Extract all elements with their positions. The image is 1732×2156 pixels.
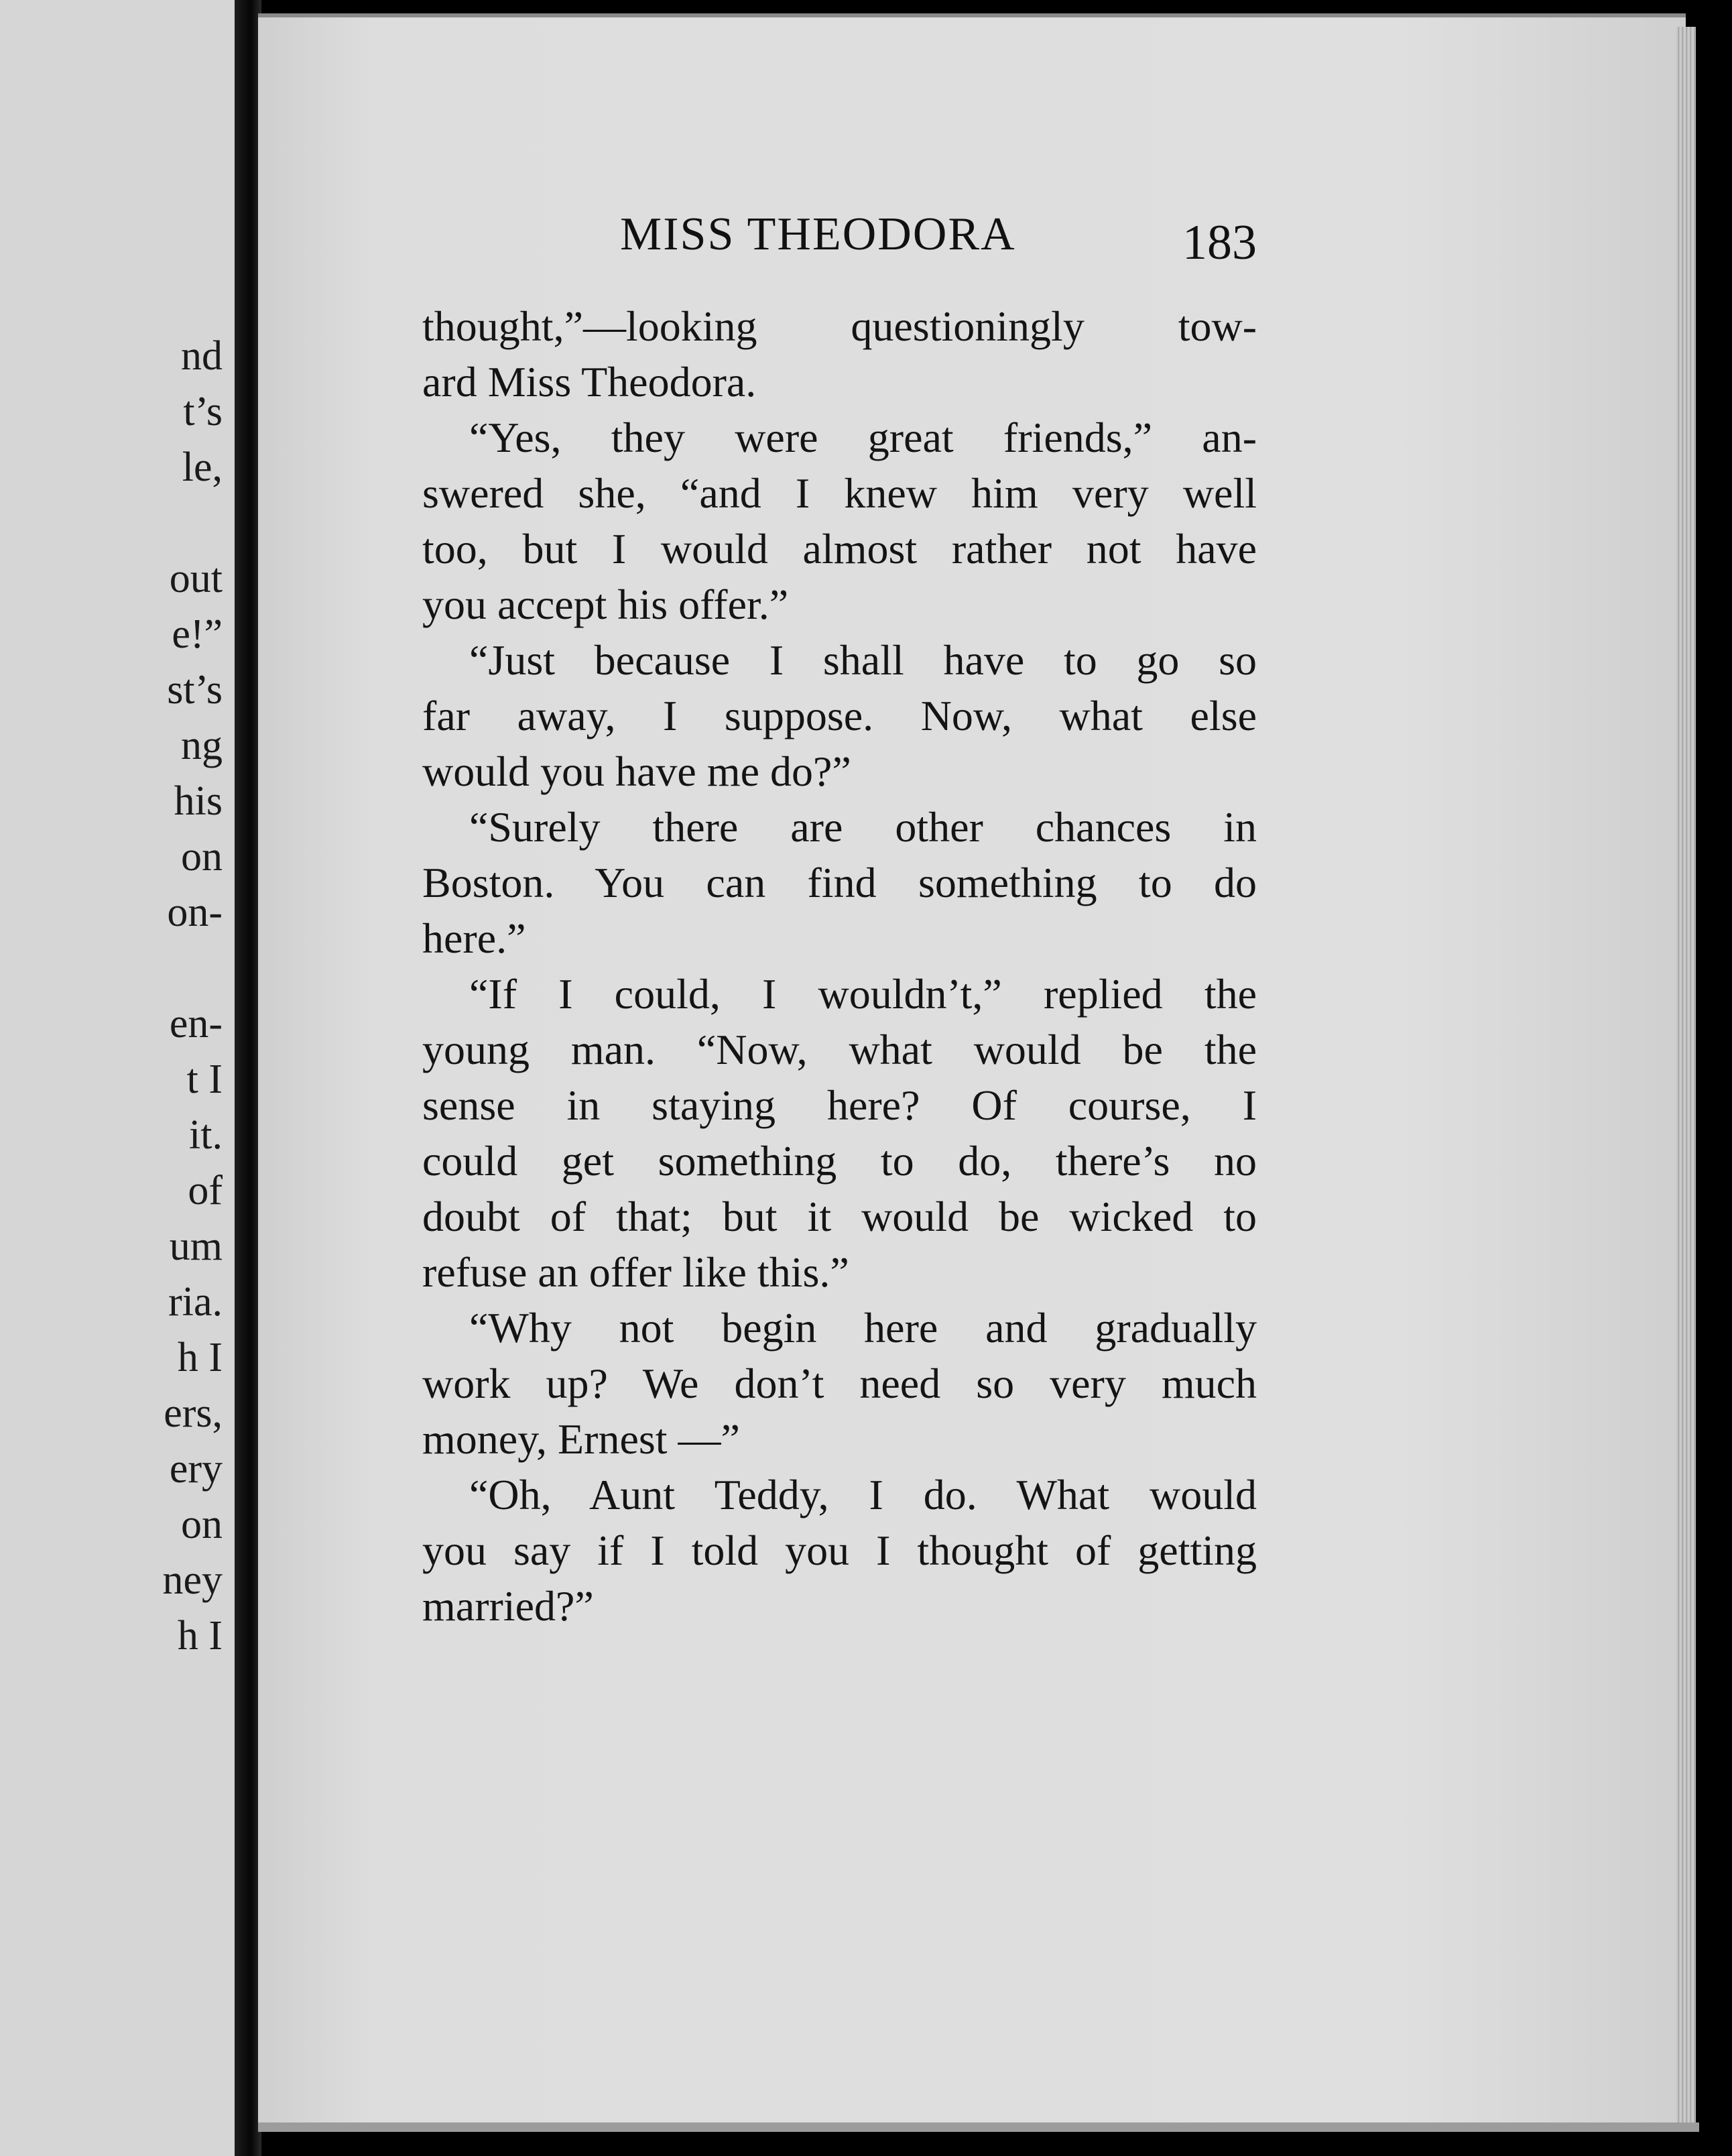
text-line: thought,”—looking questioningly tow-	[422, 302, 1257, 350]
text-line: “Just because I shall have to go so	[469, 636, 1257, 684]
text-line: ard Miss Theodora.	[422, 358, 757, 406]
left-page-fragment: ney	[162, 1557, 223, 1603]
left-page-fragment: of	[188, 1168, 223, 1213]
left-page-fragment: h I	[177, 1335, 223, 1380]
text-line: swered she, “and I knew him very well	[422, 469, 1257, 517]
text-line: “If I could, I wouldn’t,” replied the	[469, 970, 1257, 1018]
left-page-fragment: out	[169, 556, 223, 601]
left-page-fragment: ng	[181, 723, 223, 768]
left-page-fragment: on	[181, 1502, 223, 1547]
text-line: “Surely there are other chances in	[469, 803, 1257, 851]
text-line: “Why not begin here and gradually	[469, 1304, 1257, 1352]
text-line: you say if I told you I thought of getting	[422, 1526, 1257, 1574]
text-line: “Yes, they were great friends,” an-	[469, 414, 1257, 461]
text-line: too, but I would almost rather not have	[422, 525, 1257, 573]
text-line: here.”	[422, 914, 526, 962]
book-gutter	[235, 0, 261, 2156]
left-page	[0, 0, 235, 2156]
left-page-fragment: nd	[181, 333, 223, 379]
running-title: MISS THEODORA	[620, 208, 1016, 260]
text-line: “Oh, Aunt Teddy, I do. What would	[469, 1471, 1257, 1518]
text-line: sense in staying here? Of course, I	[422, 1081, 1257, 1129]
body-text	[422, 298, 1257, 1634]
text-line: you accept his offer.”	[422, 581, 789, 628]
left-page-fragment: it.	[189, 1112, 223, 1158]
left-page-fragment: his	[174, 778, 223, 824]
left-page-text-fragments	[0, 0, 235, 2156]
left-page-fragment: en-	[169, 1001, 223, 1046]
text-line: far away, I suppose. Now, what else	[422, 692, 1257, 739]
text-line: Boston. You can find something to do	[422, 859, 1257, 906]
page-edges	[1676, 27, 1696, 2125]
left-page-fragment: on	[181, 834, 223, 880]
text-line: married?”	[422, 1582, 594, 1630]
left-page-fragment: st’s	[167, 667, 223, 713]
page-bottom-edge	[258, 2122, 1699, 2132]
left-page-fragment: e!”	[172, 611, 223, 657]
text-line: work up? We don’t need so very much	[422, 1360, 1257, 1407]
text-line: doubt of that; but it would be wicked to	[422, 1193, 1257, 1240]
text-line: money, Ernest —”	[422, 1415, 740, 1463]
left-page-fragment: ers,	[164, 1390, 223, 1436]
left-page-fragment: le,	[182, 444, 223, 490]
left-page-fragment: t’s	[183, 389, 223, 434]
text-line: could get something to do, there’s no	[422, 1137, 1257, 1185]
left-page-fragment: h I	[177, 1613, 223, 1659]
left-page-fragment: ery	[169, 1446, 223, 1492]
left-page-fragment: on-	[167, 890, 223, 935]
text-line: young man. “Now, what would be the	[422, 1026, 1257, 1073]
left-page-fragment: t I	[186, 1057, 223, 1102]
left-page-fragment: ria.	[168, 1279, 223, 1325]
text-line: refuse an offer like this.”	[422, 1248, 849, 1296]
page-number: 183	[1182, 215, 1257, 270]
page-header	[620, 208, 1257, 268]
left-page-fragment: um	[169, 1223, 223, 1269]
text-line: would you have me do?”	[422, 747, 851, 795]
